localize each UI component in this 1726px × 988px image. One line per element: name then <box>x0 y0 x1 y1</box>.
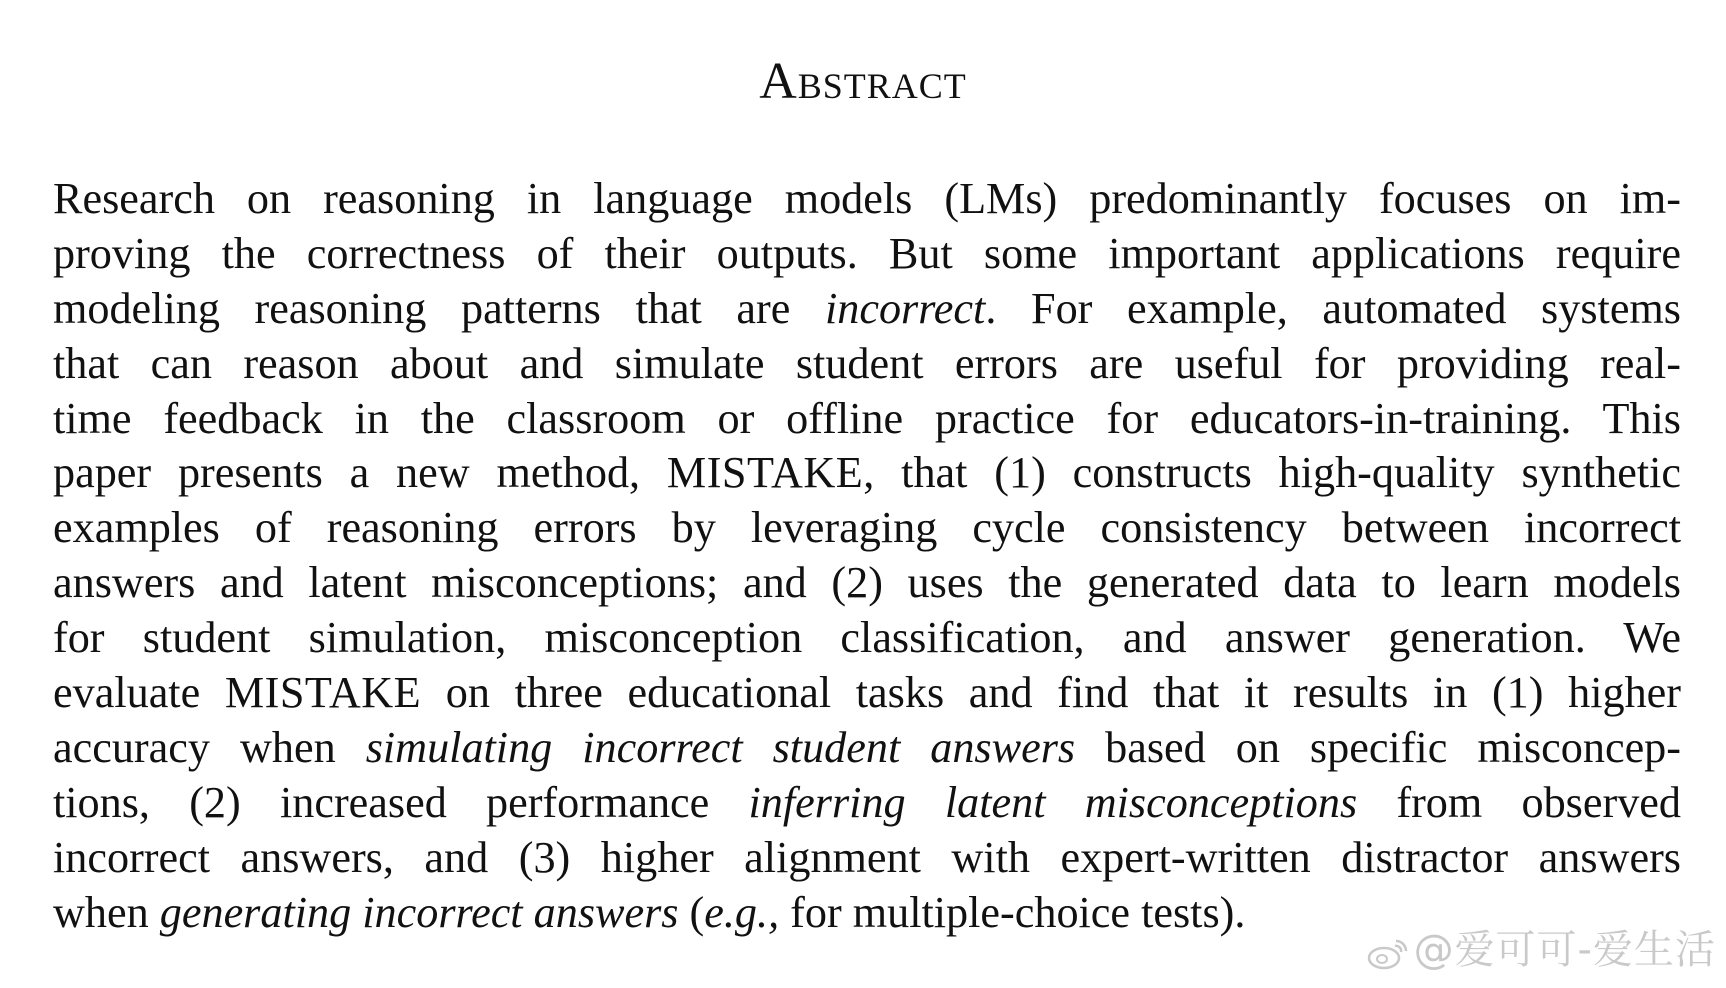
abstract-line <box>53 501 1681 556</box>
text-segment: for multiple-choice tests). <box>779 887 1246 937</box>
text-segment: paper presents a new method, <box>53 448 667 498</box>
text-segment: based on specific misconcep- <box>1075 722 1681 772</box>
text-segment: , that (1) constructs high-quality synthetic <box>863 448 1681 498</box>
abstract-line <box>53 392 1681 447</box>
italic-text: incorrect <box>824 283 986 333</box>
italic-text: e.g., <box>704 887 780 937</box>
abstract-line <box>53 721 1681 776</box>
text-segment: evaluate <box>53 668 225 718</box>
abstract-line <box>53 172 1681 227</box>
text-segment: incorrect answers, and (3) higher alignment with expert-written distractor answers <box>53 832 1681 882</box>
text-segment: when <box>53 887 160 937</box>
watermark <box>1366 918 1716 975</box>
text-segment: for student simulation, misconception classification, and answer generation. We <box>53 613 1681 663</box>
abstract-line <box>53 556 1681 611</box>
abstract-line <box>53 227 1681 282</box>
italic-text: generating incorrect answers <box>159 887 679 937</box>
method-name: MISTAKE <box>224 668 422 718</box>
watermark-text: @爱可可-爱生活 <box>1413 927 1716 973</box>
text-segment: tions, (2) increased performance <box>53 777 749 827</box>
italic-text: inferring latent misconceptions <box>748 777 1358 827</box>
text-segment: . For example, automated systems <box>985 283 1681 333</box>
abstract-line <box>53 446 1681 501</box>
weibo-icon <box>1366 935 1410 969</box>
abstract-line <box>53 282 1681 337</box>
abstract-line <box>53 831 1681 886</box>
text-segment: from observed <box>1357 777 1681 827</box>
text-segment: answers and latent misconceptions; and (2) uses the generated data to learn models <box>53 558 1681 608</box>
abstract-line <box>53 337 1681 392</box>
text-segment: accuracy when <box>53 722 366 772</box>
text-segment: examples of reasoning errors by leveraging cycle consistency between incorrect <box>53 503 1681 553</box>
text-segment: proving the correctness of their outputs. But some important applications require <box>53 228 1681 278</box>
abstract-heading: Abstract <box>759 53 967 110</box>
method-name: MISTAKE <box>666 448 864 498</box>
italic-text: simulating incorrect student answers <box>365 722 1076 772</box>
text-segment: time feedback in the classroom or offline practice for educators-in-training. This <box>53 393 1681 443</box>
abstract-body <box>53 172 1681 940</box>
text-segment: on three educational tasks and find that it results in (1) higher <box>421 668 1681 718</box>
abstract-line <box>53 611 1681 666</box>
abstract-line <box>53 776 1681 831</box>
text-segment: Research on reasoning in language models (LMs) predominantly focuses on im- <box>53 174 1681 223</box>
text-segment: modeling reasoning patterns that are <box>53 283 825 333</box>
abstract-line <box>53 666 1681 721</box>
text-segment: that can reason about and simulate student errors are useful for providing real- <box>53 338 1681 388</box>
text-segment: ( <box>678 887 705 937</box>
